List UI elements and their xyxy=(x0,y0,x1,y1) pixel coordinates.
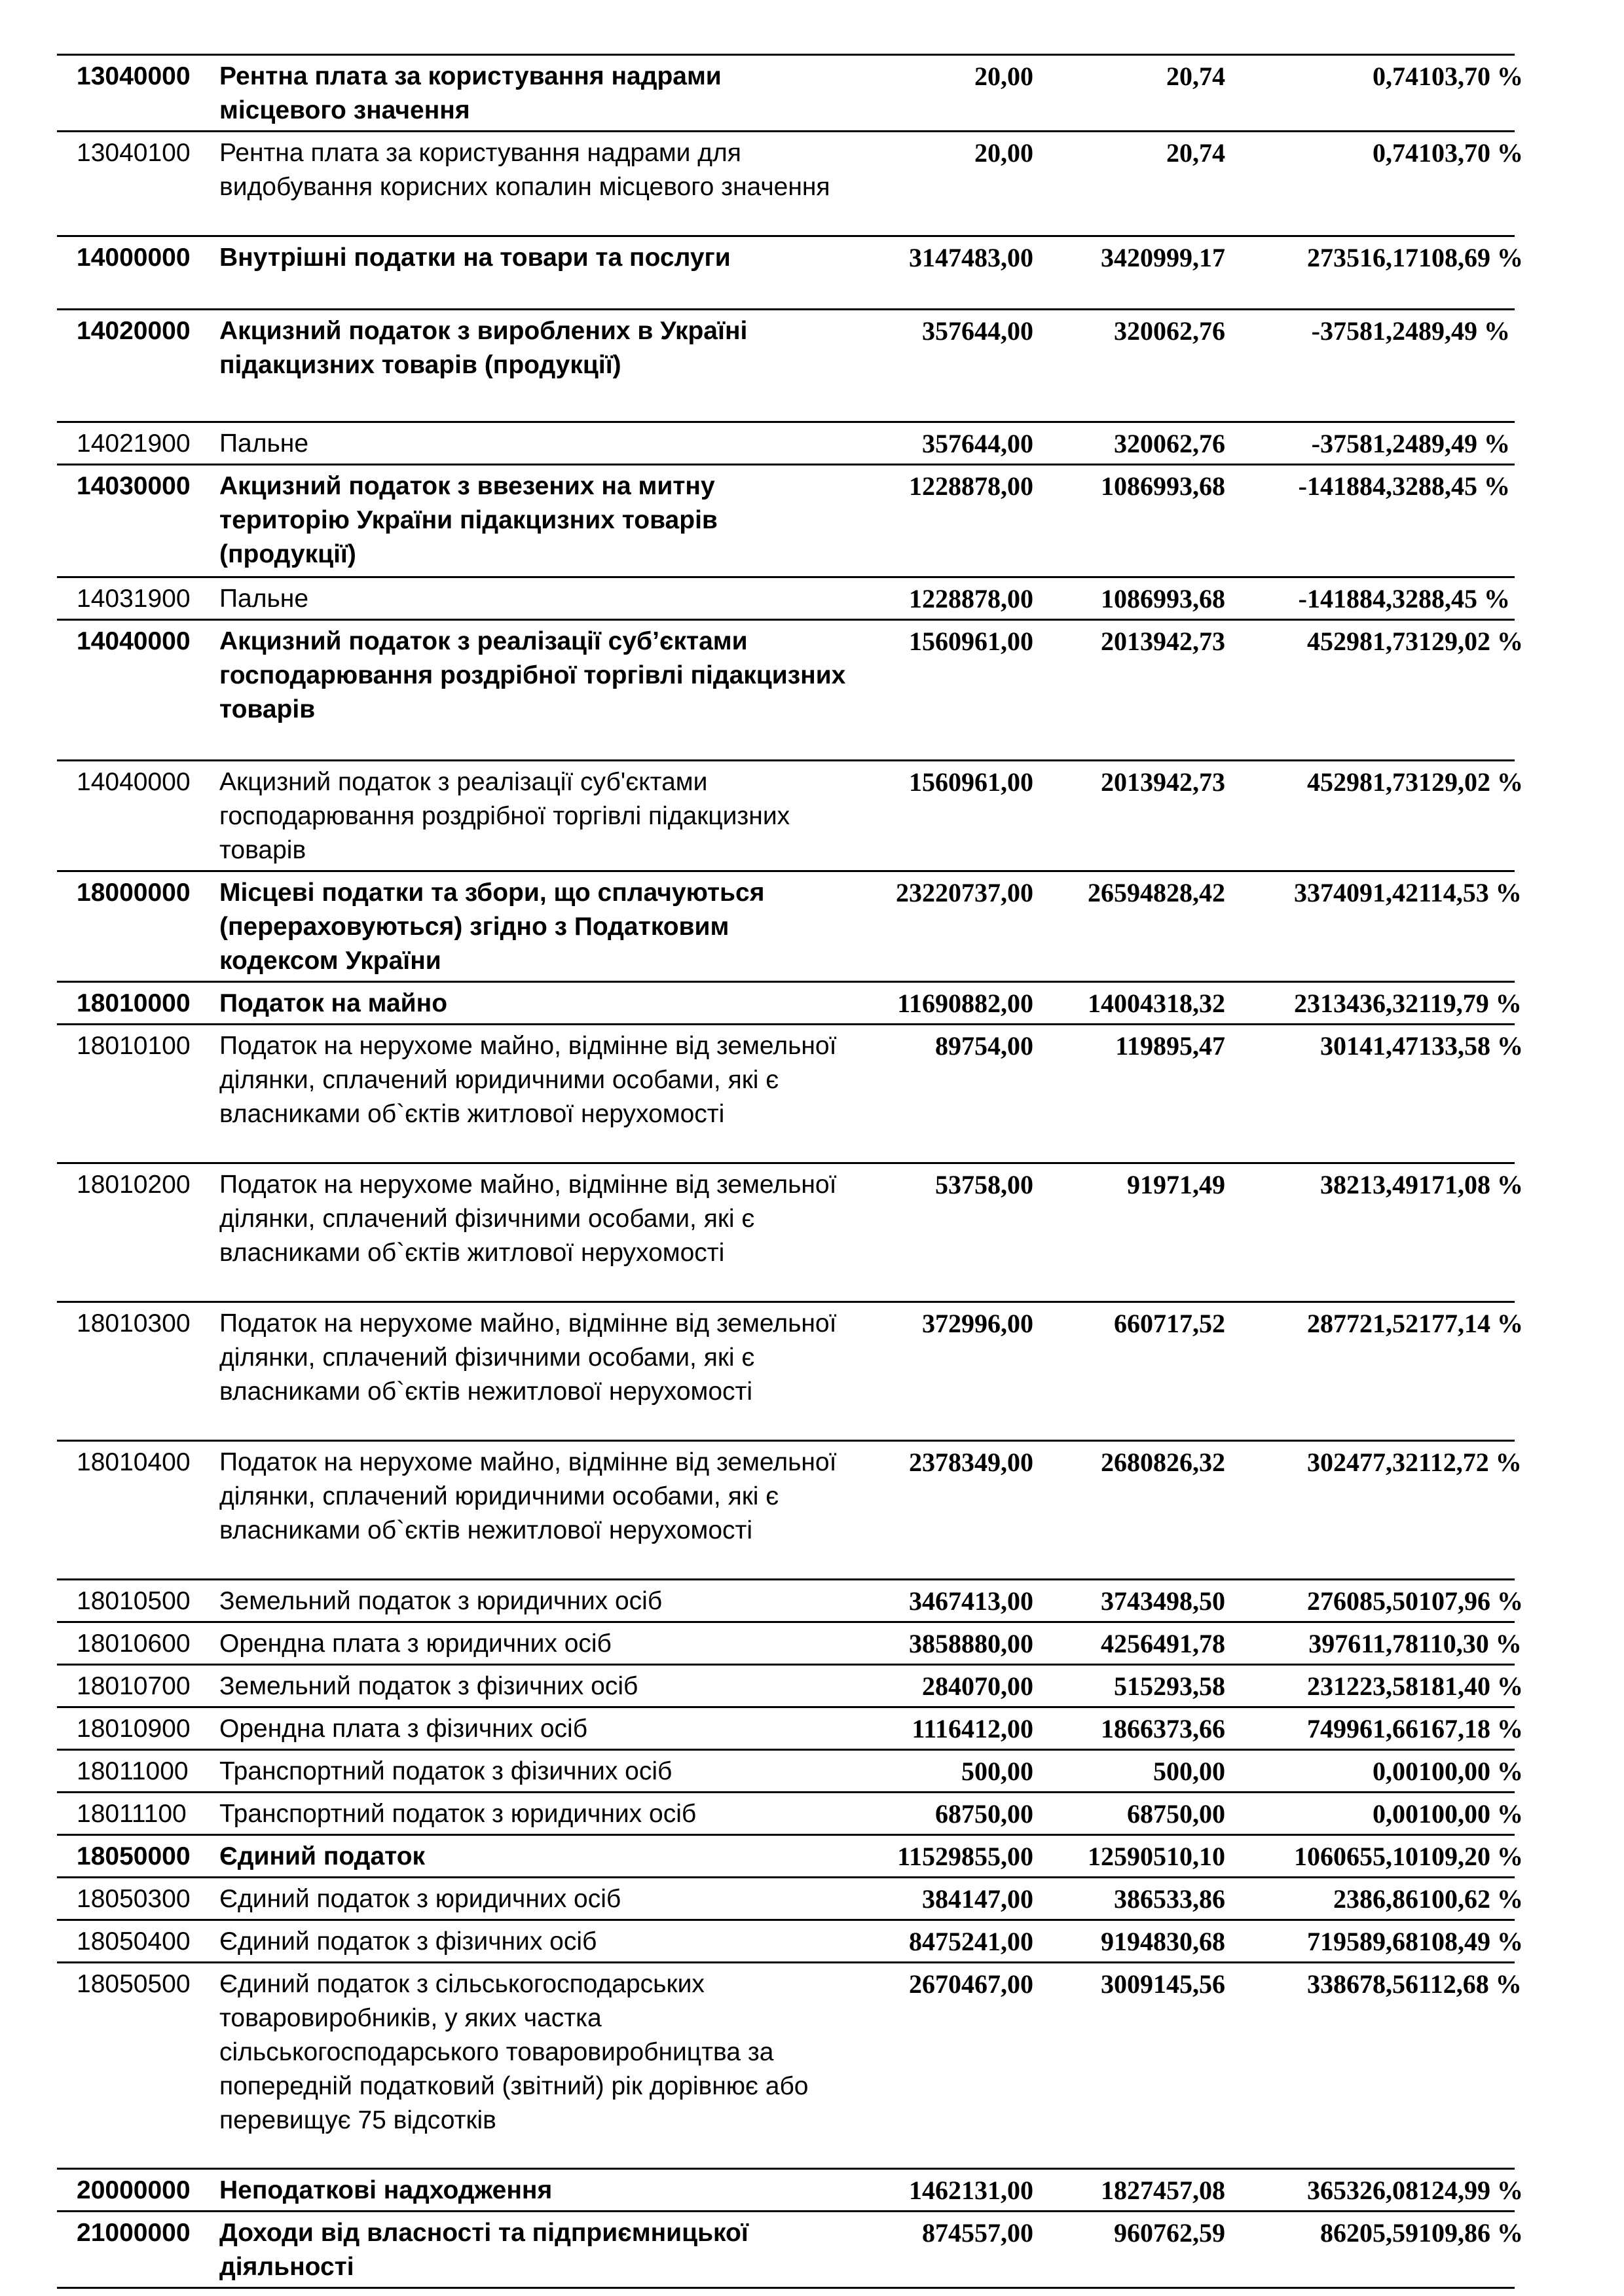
deviation-amount-cell: -141884,32 xyxy=(1225,465,1418,577)
deviation-amount-cell: 0,00 xyxy=(1225,1793,1418,1835)
deviation-amount-cell: 30141,47 xyxy=(1225,1025,1418,1163)
execution-percent-cell: 181,40 % xyxy=(1418,1665,1515,1707)
deviation-amount-cell: 0,74 xyxy=(1225,55,1418,132)
execution-percent-cell: 129,02 % xyxy=(1418,620,1515,761)
actual-amount-cell: 20,74 xyxy=(1033,132,1225,236)
deviation-amount-cell: 302477,32 xyxy=(1225,1441,1418,1580)
budget-code-cell: 18010700 xyxy=(57,1665,219,1707)
plan-amount-cell: 874557,00 xyxy=(862,2212,1033,2288)
budget-item-name-cell: Податок на нерухоме майно, відмінне від земельної ділянки, сплачений юридичними особами, які є власниками об`єктів нежитлової нерухомості xyxy=(219,1441,862,1580)
budget-item-name-cell: Акцизний податок з вироблених в Україні підакцизних товарів (продукції) xyxy=(219,310,862,422)
budget-item-name-cell: Орендна плата з юридичних осіб xyxy=(219,1622,862,1665)
actual-amount-cell: 320062,76 xyxy=(1033,422,1225,465)
actual-amount-cell: 119895,47 xyxy=(1033,1025,1225,1163)
table-row xyxy=(57,465,1515,577)
budget-item-name-cell: Податок на нерухоме майно, відмінне від земельної ділянки, сплачений юридичними особами, які є власниками об`єктів житлової нерухомості xyxy=(219,1025,862,1163)
table-row xyxy=(57,132,1515,236)
actual-amount-cell: 3420999,17 xyxy=(1033,236,1225,310)
table-row xyxy=(57,1878,1515,1920)
execution-percent-cell: 89,49 % xyxy=(1418,310,1515,422)
table-row xyxy=(57,236,1515,310)
deviation-amount-cell: 86205,59 xyxy=(1225,2212,1418,2288)
execution-percent-cell: 108,49 % xyxy=(1418,1920,1515,1963)
table-row xyxy=(57,761,1515,871)
actual-amount-cell: 386533,86 xyxy=(1033,1878,1225,1920)
budget-item-name-cell: Транспортний податок з фізичних осіб xyxy=(219,1750,862,1793)
table-row xyxy=(57,310,1515,422)
execution-percent-cell: 103,70 % xyxy=(1418,55,1515,132)
budget-code-cell: 18011000 xyxy=(57,1750,219,1793)
execution-percent-cell: 100,62 % xyxy=(1418,1878,1515,1920)
budget-item-name-cell: Пальне xyxy=(219,422,862,465)
table-row xyxy=(57,1441,1515,1580)
table-row xyxy=(57,2169,1515,2212)
table-row xyxy=(57,1302,1515,1441)
deviation-amount-cell: 287721,52 xyxy=(1225,1302,1418,1441)
deviation-amount-cell: 749961,66 xyxy=(1225,1707,1418,1750)
plan-amount-cell: 1560961,00 xyxy=(862,620,1033,761)
actual-amount-cell: 20,74 xyxy=(1033,55,1225,132)
actual-amount-cell: 2013942,73 xyxy=(1033,620,1225,761)
plan-amount-cell: 357644,00 xyxy=(862,422,1033,465)
plan-amount-cell: 2670467,00 xyxy=(862,1963,1033,2169)
plan-amount-cell: 68750,00 xyxy=(862,1793,1033,1835)
table-row xyxy=(57,620,1515,761)
plan-amount-cell: 20,00 xyxy=(862,132,1033,236)
budget-code-cell: 14040000 xyxy=(57,620,219,761)
budget-code-cell: 18010300 xyxy=(57,1302,219,1441)
table-row xyxy=(57,2212,1515,2288)
budget-code-cell: 18050000 xyxy=(57,1835,219,1878)
plan-amount-cell: 384147,00 xyxy=(862,1878,1033,1920)
execution-percent-cell: 177,14 % xyxy=(1418,1302,1515,1441)
execution-percent-cell: 88,45 % xyxy=(1418,577,1515,620)
plan-amount-cell: 20,00 xyxy=(862,55,1033,132)
execution-percent-cell: 167,18 % xyxy=(1418,1707,1515,1750)
table-row xyxy=(57,982,1515,1025)
budget-code-cell: 18010900 xyxy=(57,1707,219,1750)
deviation-amount-cell: 452981,73 xyxy=(1225,620,1418,761)
budget-code-cell: 13040000 xyxy=(57,55,219,132)
plan-amount-cell: 357644,00 xyxy=(862,310,1033,422)
actual-amount-cell: 2013942,73 xyxy=(1033,761,1225,871)
actual-amount-cell: 1827457,08 xyxy=(1033,2169,1225,2212)
budget-code-cell: 18011100 xyxy=(57,1793,219,1835)
plan-amount-cell: 1228878,00 xyxy=(862,577,1033,620)
budget-item-name-cell: Неподаткові надходження xyxy=(219,2169,862,2212)
execution-percent-cell: 133,58 % xyxy=(1418,1025,1515,1163)
deviation-amount-cell: -141884,32 xyxy=(1225,577,1418,620)
budget-item-name-cell: Акцизний податок з реалізації суб'єктами господарювання роздрібної торгівлі підакцизних товарів xyxy=(219,761,862,871)
actual-amount-cell: 4256491,78 xyxy=(1033,1622,1225,1665)
deviation-amount-cell: 0,00 xyxy=(1225,1750,1418,1793)
actual-amount-cell: 500,00 xyxy=(1033,1750,1225,1793)
plan-amount-cell: 3858880,00 xyxy=(862,1622,1033,1665)
deviation-amount-cell: 0,74 xyxy=(1225,132,1418,236)
deviation-amount-cell: 276085,50 xyxy=(1225,1580,1418,1622)
budget-item-name-cell: Земельний податок з юридичних осіб xyxy=(219,1580,862,1622)
budget-code-cell: 18050400 xyxy=(57,1920,219,1963)
actual-amount-cell: 960762,59 xyxy=(1033,2212,1225,2288)
table-row xyxy=(57,1963,1515,2169)
plan-amount-cell: 53758,00 xyxy=(862,1163,1033,1302)
deviation-amount-cell: 452981,73 xyxy=(1225,761,1418,871)
execution-percent-cell: 100,00 % xyxy=(1418,1793,1515,1835)
budget-item-name-cell: Доходи від власності та підприємницької діяльності xyxy=(219,2212,862,2288)
execution-percent-cell: 88,45 % xyxy=(1418,465,1515,577)
execution-percent-cell: 124,99 % xyxy=(1418,2169,1515,2212)
table-row xyxy=(57,1750,1515,1793)
budget-item-name-cell: Єдиний податок з фізичних осіб xyxy=(219,1920,862,1963)
budget-code-cell: 18010000 xyxy=(57,982,219,1025)
table-row xyxy=(57,1920,1515,1963)
plan-amount-cell: 23220737,00 xyxy=(862,871,1033,982)
execution-percent-cell: 108,69 % xyxy=(1418,236,1515,310)
actual-amount-cell: 3009145,56 xyxy=(1033,1963,1225,2169)
budget-item-name-cell: Рентна плата за користування надрами місцевого значення xyxy=(219,55,862,132)
execution-percent-cell: 112,72 % xyxy=(1418,1441,1515,1580)
budget-item-name-cell: Внутрішні податки на товари та послуги xyxy=(219,236,862,310)
plan-amount-cell: 8475241,00 xyxy=(862,1920,1033,1963)
actual-amount-cell: 1866373,66 xyxy=(1033,1707,1225,1750)
budget-code-cell: 14031900 xyxy=(57,577,219,620)
plan-amount-cell: 1228878,00 xyxy=(862,465,1033,577)
table-row xyxy=(57,1163,1515,1302)
budget-item-name-cell: Податок на нерухоме майно, відмінне від земельної ділянки, сплачений фізичними особами, які є власниками об`єктів житлової нерухомості xyxy=(219,1163,862,1302)
budget-item-name-cell: Акцизний податок з ввезених на митну територію України підакцизних товарів (продукції) xyxy=(219,465,862,577)
budget-item-name-cell: Орендна плата з фізичних осіб xyxy=(219,1707,862,1750)
budget-code-cell: 14040000 xyxy=(57,761,219,871)
budget-item-name-cell: Місцеві податки та збори, що сплачуються (перераховуються) згідно з Податковим кодексом України xyxy=(219,871,862,982)
actual-amount-cell: 515293,58 xyxy=(1033,1665,1225,1707)
deviation-amount-cell: 365326,08 xyxy=(1225,2169,1418,2212)
plan-amount-cell: 372996,00 xyxy=(862,1302,1033,1441)
budget-item-name-cell: Єдиний податок з сільськогосподарських товаровиробників, у яких частка сільськогосподарського товаровиробництва за попередній податковий (звітний) рік дорівнює або перевищує 75 відсотків xyxy=(219,1963,862,2169)
budget-code-cell: 18010200 xyxy=(57,1163,219,1302)
plan-amount-cell: 284070,00 xyxy=(862,1665,1033,1707)
budget-code-cell: 21000000 xyxy=(57,2212,219,2288)
actual-amount-cell: 1086993,68 xyxy=(1033,577,1225,620)
deviation-amount-cell: -37581,24 xyxy=(1225,422,1418,465)
actual-amount-cell: 2680826,32 xyxy=(1033,1441,1225,1580)
budget-code-cell: 18010100 xyxy=(57,1025,219,1163)
table-row xyxy=(57,1793,1515,1835)
budget-code-cell: 18050300 xyxy=(57,1878,219,1920)
budget-code-cell: 14021900 xyxy=(57,422,219,465)
budget-item-name-cell: Єдиний податок з юридичних осіб xyxy=(219,1878,862,1920)
actual-amount-cell: 91971,49 xyxy=(1033,1163,1225,1302)
budget-item-name-cell: Рентна плата за користування надрами для видобування корисних копалин місцевого значення xyxy=(219,132,862,236)
execution-percent-cell: 114,53 % xyxy=(1418,871,1515,982)
revenue-table xyxy=(57,54,1523,2289)
deviation-amount-cell: 231223,58 xyxy=(1225,1665,1418,1707)
budget-code-cell: 14020000 xyxy=(57,310,219,422)
plan-amount-cell: 3147483,00 xyxy=(862,236,1033,310)
budget-code-cell: 14000000 xyxy=(57,236,219,310)
execution-percent-cell: 103,70 % xyxy=(1418,132,1515,236)
budget-item-name-cell: Транспортний податок з юридичних осіб xyxy=(219,1793,862,1835)
budget-code-cell: 18050500 xyxy=(57,1963,219,2169)
execution-percent-cell: 112,68 % xyxy=(1418,1963,1515,2169)
table-row xyxy=(57,871,1515,982)
table-row xyxy=(57,1665,1515,1707)
actual-amount-cell: 26594828,42 xyxy=(1033,871,1225,982)
actual-amount-cell: 1086993,68 xyxy=(1033,465,1225,577)
execution-percent-cell: 89,49 % xyxy=(1418,422,1515,465)
budget-code-cell: 18010600 xyxy=(57,1622,219,1665)
plan-amount-cell: 89754,00 xyxy=(862,1025,1033,1163)
execution-percent-cell: 109,86 % xyxy=(1418,2212,1515,2288)
deviation-amount-cell: 397611,78 xyxy=(1225,1622,1418,1665)
actual-amount-cell: 3743498,50 xyxy=(1033,1580,1225,1622)
deviation-amount-cell: 273516,17 xyxy=(1225,236,1418,310)
actual-amount-cell: 12590510,10 xyxy=(1033,1835,1225,1878)
table-row xyxy=(57,1835,1515,1878)
execution-percent-cell: 109,20 % xyxy=(1418,1835,1515,1878)
execution-percent-cell: 171,08 % xyxy=(1418,1163,1515,1302)
actual-amount-cell: 320062,76 xyxy=(1033,310,1225,422)
actual-amount-cell: 660717,52 xyxy=(1033,1302,1225,1441)
plan-amount-cell: 1462131,00 xyxy=(862,2169,1033,2212)
plan-amount-cell: 1560961,00 xyxy=(862,761,1033,871)
actual-amount-cell: 68750,00 xyxy=(1033,1793,1225,1835)
deviation-amount-cell: 338678,56 xyxy=(1225,1963,1418,2169)
budget-item-name-cell: Акцизний податок з реалізації суб’єктами господарювання роздрібної торгівлі підакцизних товарів xyxy=(219,620,862,761)
execution-percent-cell: 129,02 % xyxy=(1418,761,1515,871)
budget-item-name-cell: Податок на нерухоме майно, відмінне від земельної ділянки, сплачений фізичними особами, які є власниками об`єктів нежитлової нерухомості xyxy=(219,1302,862,1441)
table-row xyxy=(57,1580,1515,1622)
plan-amount-cell: 1116412,00 xyxy=(862,1707,1033,1750)
deviation-amount-cell: 38213,49 xyxy=(1225,1163,1418,1302)
table-row xyxy=(57,577,1515,620)
budget-code-cell: 18000000 xyxy=(57,871,219,982)
plan-amount-cell: 500,00 xyxy=(862,1750,1033,1793)
deviation-amount-cell: -37581,24 xyxy=(1225,310,1418,422)
budget-item-name-cell: Земельний податок з фізичних осіб xyxy=(219,1665,862,1707)
budget-code-cell: 18010500 xyxy=(57,1580,219,1622)
budget-item-name-cell: Податок на майно xyxy=(219,982,862,1025)
table-row xyxy=(57,55,1515,132)
execution-percent-cell: 107,96 % xyxy=(1418,1580,1515,1622)
execution-percent-cell: 119,79 % xyxy=(1418,982,1515,1025)
budget-item-name-cell: Пальне xyxy=(219,577,862,620)
plan-amount-cell: 3467413,00 xyxy=(862,1580,1033,1622)
revenue-table-body xyxy=(57,55,1523,2288)
execution-percent-cell: 100,00 % xyxy=(1418,1750,1515,1793)
plan-amount-cell: 11529855,00 xyxy=(862,1835,1033,1878)
deviation-amount-cell: 2313436,32 xyxy=(1225,982,1418,1025)
deviation-amount-cell: 1060655,10 xyxy=(1225,1835,1418,1878)
table-row xyxy=(57,1622,1515,1665)
deviation-amount-cell: 2386,86 xyxy=(1225,1878,1418,1920)
budget-code-cell: 18010400 xyxy=(57,1441,219,1580)
deviation-amount-cell: 3374091,42 xyxy=(1225,871,1418,982)
actual-amount-cell: 14004318,32 xyxy=(1033,982,1225,1025)
table-row xyxy=(57,1707,1515,1750)
table-row xyxy=(57,1025,1515,1163)
actual-amount-cell: 9194830,68 xyxy=(1033,1920,1225,1963)
budget-code-cell: 20000000 xyxy=(57,2169,219,2212)
budget-item-name-cell: Єдиний податок xyxy=(219,1835,862,1878)
plan-amount-cell: 2378349,00 xyxy=(862,1441,1033,1580)
budget-code-cell: 14030000 xyxy=(57,465,219,577)
execution-percent-cell: 110,30 % xyxy=(1418,1622,1515,1665)
deviation-amount-cell: 719589,68 xyxy=(1225,1920,1418,1963)
budget-code-cell: 13040100 xyxy=(57,132,219,236)
table-row xyxy=(57,422,1515,465)
plan-amount-cell: 11690882,00 xyxy=(862,982,1033,1025)
